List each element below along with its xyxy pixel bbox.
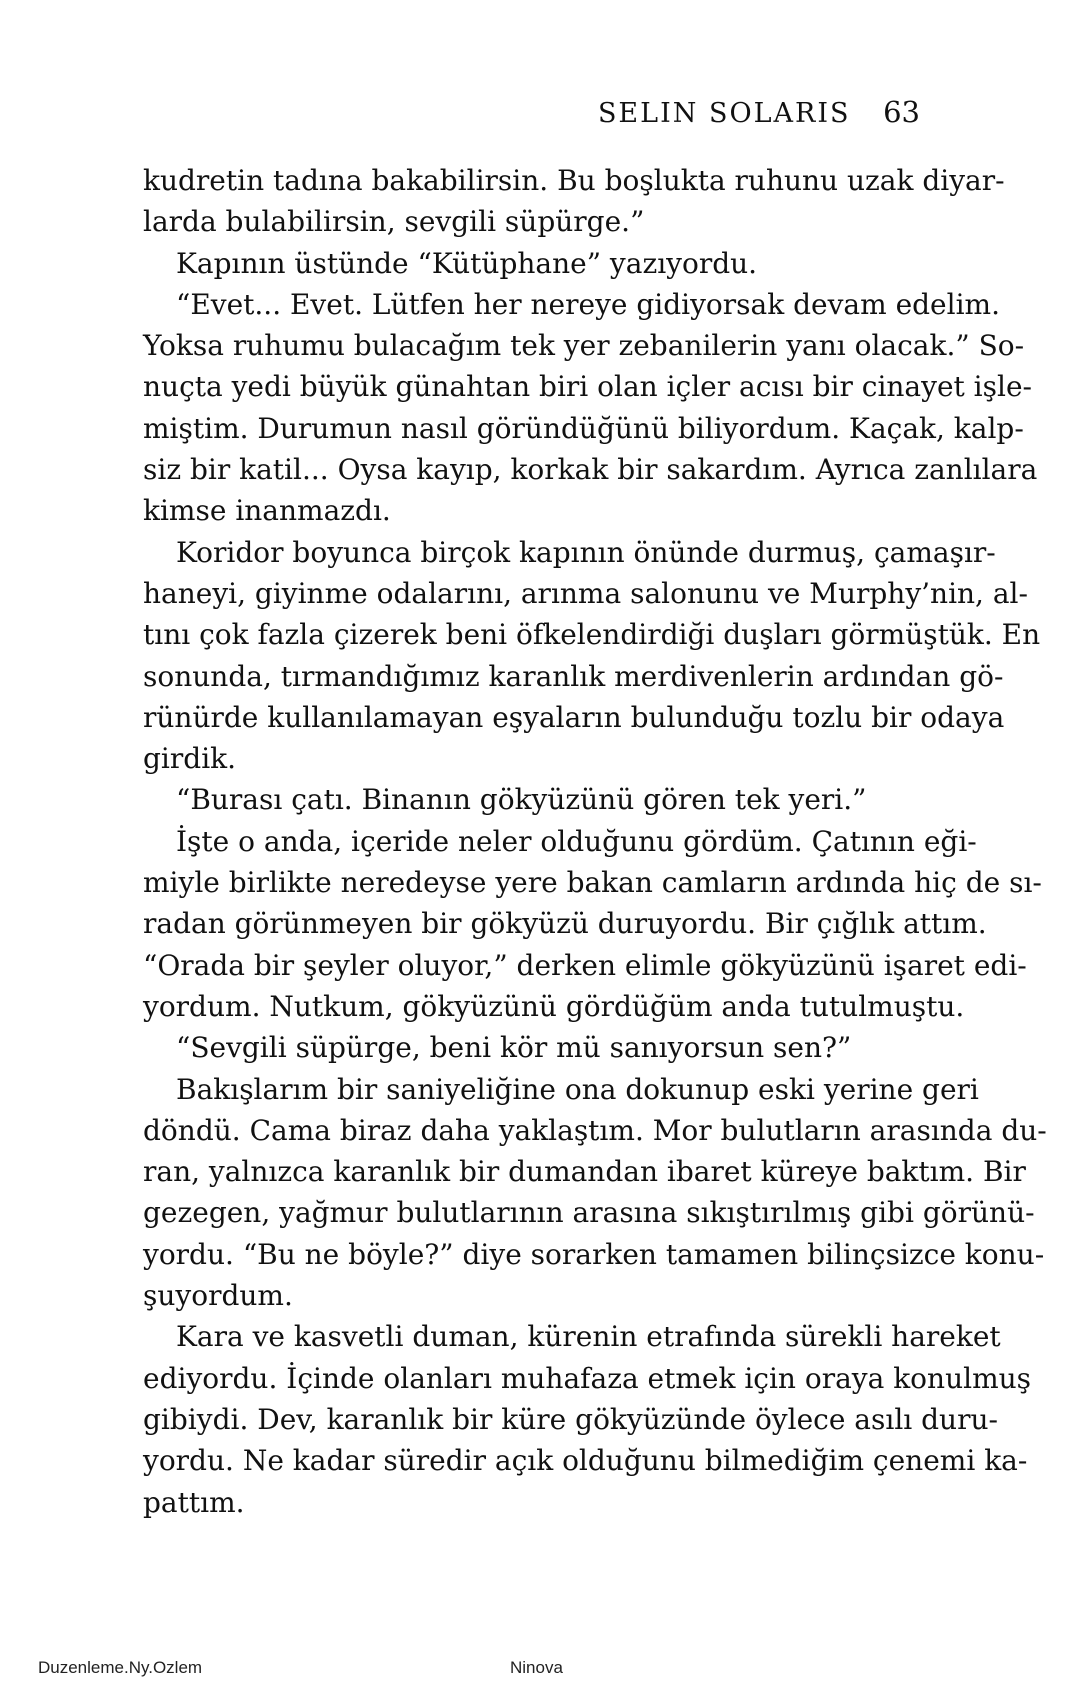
text-line: ran, yalnızca karanlık bir dumandan ibaret küreye baktım. Bir — [143, 1155, 1026, 1189]
text-line: İşte o anda, içeride neler olduğunu gördüm. Çatının eği- — [176, 824, 977, 858]
text-line: şuyordum. — [143, 1279, 293, 1313]
text-line: Bakışlarım bir saniyeliğine ona dokunup eski yerine geri — [176, 1072, 979, 1106]
author-name: SELIN SOLARIS — [597, 98, 851, 129]
text-line: kudretin tadına bakabilirsin. Bu boşlukta ruhunu uzak diyar- — [143, 164, 1005, 197]
body-text — [143, 160, 1047, 1523]
footer-credit: Duzenleme.Ny.Ozlem — [38, 1658, 203, 1677]
page-number: 63 — [883, 95, 920, 129]
text-line: miştim. Durumun nasıl göründüğünü biliyordum. Kaçak, kalp- — [143, 411, 1024, 445]
text-line: girdik. — [143, 742, 237, 776]
text-line: yordu. Ne kadar süredir açık olduğunu bilmediğim çenemi ka- — [143, 1444, 1028, 1478]
text-line: radan görünmeyen bir gökyüzü duruyordu. Bir çığlık attım. — [143, 907, 987, 941]
text-line: haneyi, giyinme odalarını, arınma salonunu ve Murphy’nin, al- — [143, 576, 1028, 610]
text-line: Yoksa ruhumu bulacağım tek yer zebanilerin yanı olacak.” So- — [143, 329, 1025, 363]
text-line: nuçta yedi büyük günahtan biri olan içler acısı bir cinayet işle- — [143, 370, 1032, 404]
text-line: miyle birlikte neredeyse yere bakan camların ardında hiç de sı- — [143, 866, 1042, 900]
footer-publisher: Ninova — [510, 1658, 563, 1677]
text-line: “Burası çatı. Binanın gökyüzünü gören tek yeri.” — [176, 783, 867, 817]
text-line: Koridor boyunca birçok kapının önünde durmuş, çamaşır- — [176, 535, 996, 569]
text-line: tını çok fazla çizerek beni öfkelendirdiği duşları görmüştük. En — [143, 618, 1041, 652]
text-line: gibiydi. Dev, karanlık bir küre gökyüzünde öylece asılı duru- — [143, 1402, 998, 1436]
text-line: “Evet... Evet. Lütfen her nereye gidiyorsak devam edelim. — [176, 287, 1000, 321]
text-line: Kara ve kasvetli duman, kürenin etrafında sürekli hareket — [176, 1320, 1001, 1354]
text-line: “Sevgili süpürge, beni kör mü sanıyorsun sen?” — [176, 1031, 852, 1065]
text-line: “Orada bir şeyler oluyor,” derken elimle gökyüzünü işaret edi- — [143, 948, 1027, 982]
running-header — [598, 95, 920, 129]
text-line: sonunda, tırmandığımız karanlık merdivenlerin ardından gö- — [143, 659, 1004, 693]
text-line: rünürde kullanılamayan eşyaların bulunduğu tozlu bir odaya — [143, 700, 1005, 734]
text-line: döndü. Cama biraz daha yaklaştım. Mor bulutların arasında du- — [143, 1113, 1047, 1147]
text-line: yordum. Nutkum, gökyüzünü gördüğüm anda tutulmuştu. — [143, 989, 965, 1023]
text-line: Kapının üstünde “Kütüphane” yazıyordu. — [176, 246, 758, 280]
text-line: larda bulabilirsin, sevgili süpürge.” — [143, 205, 645, 239]
text-line: yordu. “Bu ne böyle?” diye sorarken tamamen bilinçsizce konu- — [143, 1237, 1045, 1271]
text-line: pattım. — [143, 1485, 245, 1519]
text-line: kimse inanmazdı. — [143, 494, 391, 528]
text-line: ediyordu. İçinde olanları muhafaza etmek için oraya konulmuş — [143, 1361, 1032, 1395]
text-line: siz bir katil... Oysa kayıp, korkak bir sakardım. Ayrıca zanlılara — [143, 453, 1038, 487]
text-line: gezegen, yağmur bulutlarının arasına sıkıştırılmış gibi görünü- — [143, 1196, 1035, 1230]
